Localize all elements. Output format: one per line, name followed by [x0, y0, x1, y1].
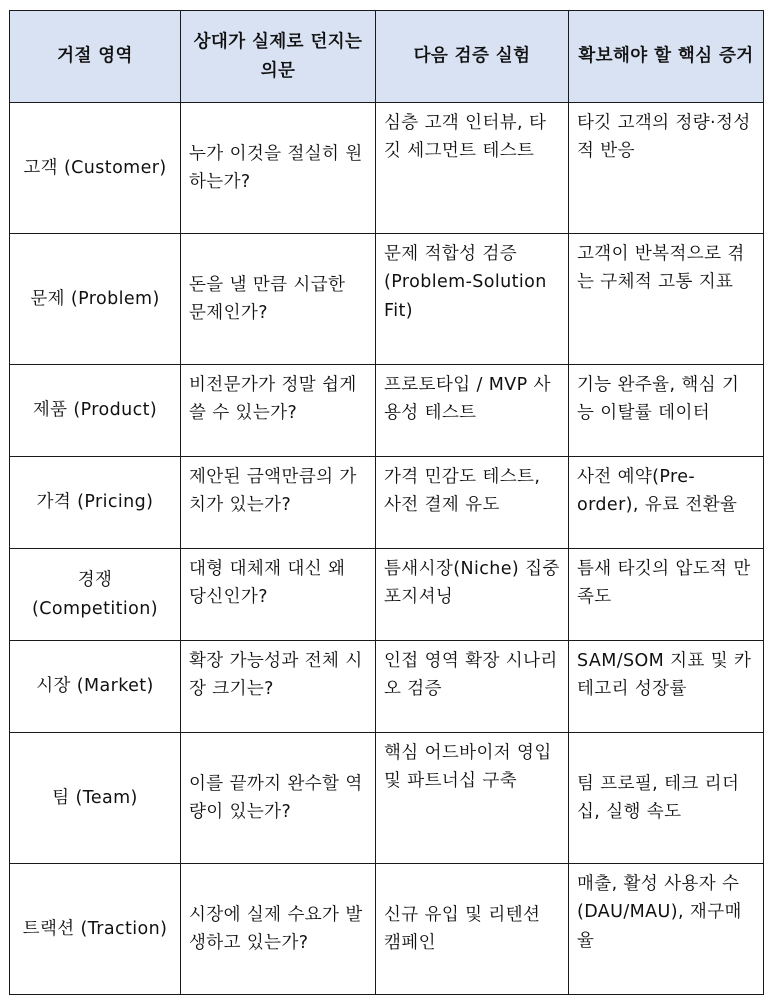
- cell-experiment: 프로토타입 / MVP 사용성 테스트: [376, 365, 569, 457]
- rejection-analysis-sheet: [9, 10, 763, 995]
- table-row: [10, 234, 764, 365]
- cell-question: 누가 이것을 절실히 원하는가?: [181, 103, 376, 234]
- cell-evidence: 팀 프로필, 테크 리더십, 실행 속도: [569, 733, 764, 864]
- cell-question: 대형 대체재 대신 왜 당신인가?: [181, 549, 376, 641]
- cell-evidence: 고객이 반복적으로 겪는 구체적 고통 지표: [569, 234, 764, 365]
- cell-area: 트랙션 (Traction): [10, 864, 181, 995]
- cell-area: 문제 (Problem): [10, 234, 181, 365]
- cell-evidence: 타깃 고객의 정량·정성적 반응: [569, 103, 764, 234]
- cell-evidence: SAM/SOM 지표 및 카테고리 성장률: [569, 641, 764, 733]
- rejection-validation-table: [9, 10, 764, 995]
- table-row: [10, 103, 764, 234]
- cell-area: 고객 (Customer): [10, 103, 181, 234]
- header-row: [10, 11, 764, 103]
- header-key-evidence: 확보해야 할 핵심 증거: [569, 11, 764, 103]
- table-row: [10, 864, 764, 995]
- cell-question: 돈을 낼 만큼 시급한 문제인가?: [181, 234, 376, 365]
- table-row: [10, 457, 764, 549]
- cell-question: 제안된 금액만큼의 가치가 있는가?: [181, 457, 376, 549]
- cell-area: 제품 (Product): [10, 365, 181, 457]
- cell-question: 비전문가가 정말 쉽게 쓸 수 있는가?: [181, 365, 376, 457]
- cell-experiment: 문제 적합성 검증 (Problem-Solution Fit): [376, 234, 569, 365]
- cell-area: 팀 (Team): [10, 733, 181, 864]
- cell-experiment: 가격 민감도 테스트, 사전 결제 유도: [376, 457, 569, 549]
- cell-experiment: 틈새시장(Niche) 집중 포지셔닝: [376, 549, 569, 641]
- cell-experiment: 신규 유입 및 리텐션 캠페인: [376, 864, 569, 995]
- table-row: [10, 641, 764, 733]
- table-row: [10, 549, 764, 641]
- table-header: [10, 11, 764, 103]
- cell-experiment: 인접 영역 확장 시나리오 검증: [376, 641, 569, 733]
- cell-area: 가격 (Pricing): [10, 457, 181, 549]
- cell-evidence: 매출, 활성 사용자 수(DAU/MAU), 재구매율: [569, 864, 764, 995]
- cell-area: 시장 (Market): [10, 641, 181, 733]
- cell-experiment: 심층 고객 인터뷰, 타깃 세그먼트 테스트: [376, 103, 569, 234]
- table-row: [10, 365, 764, 457]
- header-next-experiment: 다음 검증 실험: [376, 11, 569, 103]
- cell-question: 시장에 실제 수요가 발생하고 있는가?: [181, 864, 376, 995]
- table-row: [10, 733, 764, 864]
- cell-evidence: 틈새 타깃의 압도적 만족도: [569, 549, 764, 641]
- cell-question: 이를 끝까지 완수할 역량이 있는가?: [181, 733, 376, 864]
- header-question: 상대가 실제로 던지는 의문: [181, 11, 376, 103]
- table-body: [10, 103, 764, 995]
- cell-experiment: 핵심 어드바이저 영입 및 파트너십 구축: [376, 733, 569, 864]
- header-rejection-area: 거절 영역: [10, 11, 181, 103]
- cell-question: 확장 가능성과 전체 시장 크기는?: [181, 641, 376, 733]
- cell-area: 경쟁 (Competition): [10, 549, 181, 641]
- cell-evidence: 사전 예약(Pre-order), 유료 전환율: [569, 457, 764, 549]
- cell-evidence: 기능 완주율, 핵심 기능 이탈률 데이터: [569, 365, 764, 457]
